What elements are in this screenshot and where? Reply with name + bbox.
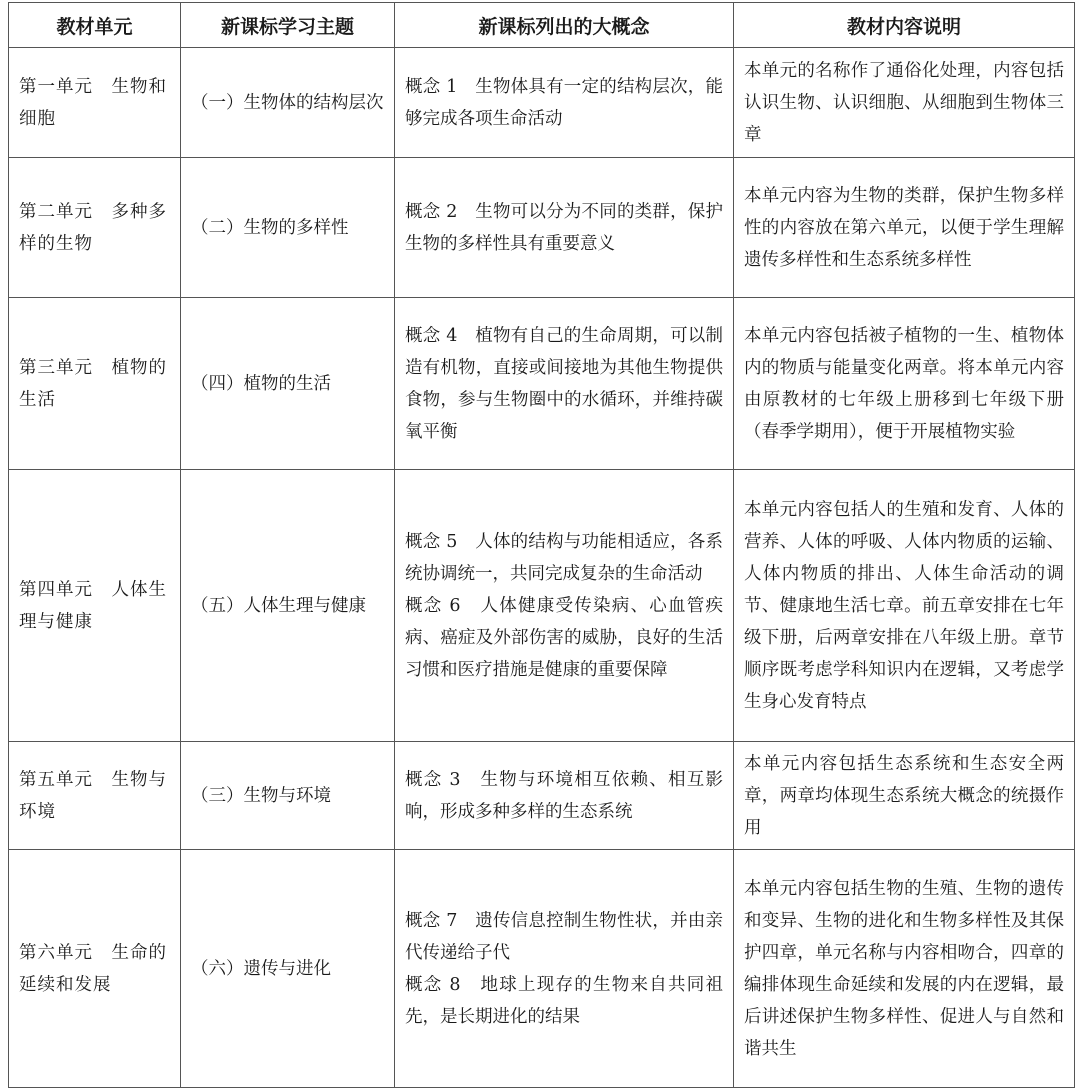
table-row (9, 850, 1075, 1088)
unit-cell: 第二单元 多种多样的生物 (9, 158, 181, 298)
unit-cell: 第五单元 生物与环境 (9, 742, 181, 850)
theme-cell: （四）植物的生活 (181, 298, 395, 470)
concept-text: 概念 5 人体的结构与功能相适应，各系统协调统一，共同完成复杂的生命活动 (405, 531, 723, 584)
theme-cell: （六）遗传与进化 (181, 850, 395, 1088)
description-cell: 本单元内容包括生物的生殖、生物的遗传和变异、生物的进化和生物多样性及其保护四章，单元名称与内容相吻合，四章的编排体现生命延续和发展的内在逻辑，最后讲述保护生物多样性、促进人与自然和谐共生 (734, 850, 1075, 1088)
header-content-notes: 教材内容说明 (734, 3, 1075, 48)
unit-cell: 第一单元 生物和细胞 (9, 48, 181, 158)
theme-cell: （一）生物体的结构层次 (181, 48, 395, 158)
description-cell: 本单元内容包括人的生殖和发育、人体的营养、人体的呼吸、人体内物质的运输、人体内物质的排出、人体生命活动的调节、健康地生活七章。前五章安排在七年级下册，后两章安排在八年级上册。章节顺序既考虑学科知识内在逻辑，又考虑学生身心发育特点 (734, 470, 1075, 742)
concept-text: 概念 8 地球上现存的生物来自共同祖先，是长期进化的结果 (405, 974, 723, 1027)
concept-text: 概念 7 遗传信息控制生物性状，并由亲代传递给子代 (405, 910, 723, 963)
table-row (9, 158, 1075, 298)
theme-cell: （三）生物与环境 (181, 742, 395, 850)
description-cell: 本单元的名称作了通俗化处理，内容包括认识生物、认识细胞、从细胞到生物体三章 (734, 48, 1075, 158)
header-big-concepts: 新课标列出的大概念 (395, 3, 734, 48)
concept-cell (395, 48, 734, 158)
unit-cell: 第三单元 植物的生活 (9, 298, 181, 470)
concept-cell (395, 850, 734, 1088)
header-learning-theme: 新课标学习主题 (181, 3, 395, 48)
concept-cell (395, 470, 734, 742)
table-row (9, 298, 1075, 470)
theme-cell: （五）人体生理与健康 (181, 470, 395, 742)
curriculum-comparison-table (8, 2, 1075, 1088)
concept-cell (395, 158, 734, 298)
concept-text: 概念 3 生物与环境相互依赖、相互影响，形成多种多样的生态系统 (405, 769, 723, 822)
concept-cell (395, 742, 734, 850)
table-header-row (9, 3, 1075, 48)
description-cell: 本单元内容包括生态系统和生态安全两章，两章均体现生态系统大概念的统摄作用 (734, 742, 1075, 850)
unit-cell: 第四单元 人体生理与健康 (9, 470, 181, 742)
description-cell: 本单元内容包括被子植物的一生、植物体内的物质与能量变化两章。将本单元内容由原教材的七年级上册移到七年级下册（春季学期用），便于开展植物实验 (734, 298, 1075, 470)
table-row (9, 48, 1075, 158)
table-row (9, 470, 1075, 742)
concept-cell (395, 298, 734, 470)
header-textbook-unit: 教材单元 (9, 3, 181, 48)
concept-text: 概念 2 生物可以分为不同的类群，保护生物的多样性具有重要意义 (405, 201, 723, 254)
description-cell: 本单元内容为生物的类群，保护生物多样性的内容放在第六单元，以便于学生理解遗传多样性和生态系统多样性 (734, 158, 1075, 298)
concept-text: 概念 6 人体健康受传染病、心血管疾病、癌症及外部伤害的威胁，良好的生活习惯和医疗措施是健康的重要保障 (405, 595, 723, 680)
table-row (9, 742, 1075, 850)
unit-cell: 第六单元 生命的延续和发展 (9, 850, 181, 1088)
concept-text: 概念 4 植物有自己的生命周期，可以制造有机物，直接或间接地为其他生物提供食物，参与生物圈中的水循环，并维持碳氧平衡 (405, 325, 723, 442)
theme-cell: （二）生物的多样性 (181, 158, 395, 298)
concept-text: 概念 1 生物体具有一定的结构层次，能够完成各项生命活动 (405, 76, 723, 129)
